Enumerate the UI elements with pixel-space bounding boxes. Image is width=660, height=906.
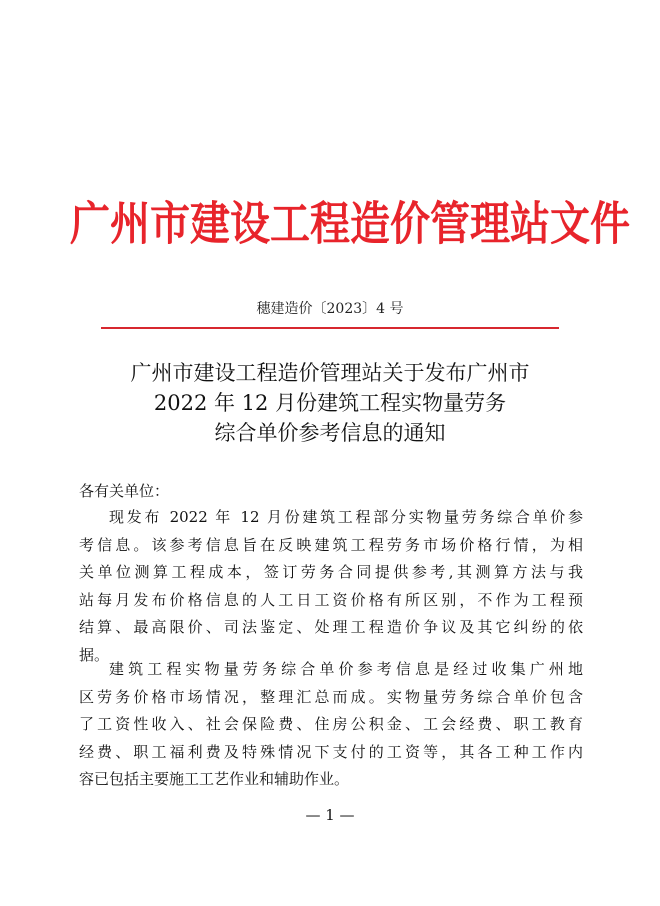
paragraph-line: 区劳务价格市场情况，整理汇总而成。实物量劳务综合单价包含 — [79, 687, 583, 706]
notice-title-line: 广州市建设工程造价管理站关于发布广州市 — [130, 361, 530, 385]
paragraph-line: 了工资性收入、社会保险费、住房公积金、工会经费、职工教育 — [79, 715, 583, 733]
paragraph-line: 结算、最高限价、司法鉴定、处理工程造价争议及其它纠纷的依 — [79, 618, 583, 636]
paragraph-line: 据。 — [79, 645, 110, 664]
notice-title-line: 综合单价参考信息的通知 — [214, 421, 446, 445]
page-number: — 1 — — [305, 806, 355, 824]
paragraph-line: 站每月发布价格信息的人工日工资价格有所区别，不作为工程预 — [79, 590, 583, 609]
body-paragraph-1 — [79, 504, 583, 669]
document-number: 穗建造价〔2023〕4 号 — [256, 301, 404, 317]
notice-title-line: 2022 年 12 月份建筑工程实物量劳务 — [153, 391, 507, 415]
red-divider-rule — [101, 327, 559, 329]
notice-title — [60, 358, 600, 448]
paragraph-line: 经费、职工福利费及特殊情况下支付的工资等，其各工种工作内 — [79, 742, 583, 761]
paragraph-line: 容已包括主要施工工艺作业和辅助作业。 — [79, 770, 350, 788]
paragraph-line: 考信息。该参考信息旨在反映建筑工程劳务市场价格行情，为相 — [79, 535, 583, 554]
body-paragraph-2 — [79, 656, 583, 794]
paragraph-line: 建筑工程实物量劳务综合单价参考信息是经过收集广州地 — [109, 660, 583, 678]
paragraph-line: 现发布 2022 年 12 月份建筑工程部分实物量劳务综合单价参 — [109, 508, 583, 526]
masthead-title: 广州市建设工程造价管理站文件 — [70, 198, 630, 251]
salutation: 各有关单位： — [79, 482, 170, 500]
paragraph-line: 关单位测算工程成本，签订劳务合同提供参考,其测算方法与我 — [79, 563, 583, 581]
